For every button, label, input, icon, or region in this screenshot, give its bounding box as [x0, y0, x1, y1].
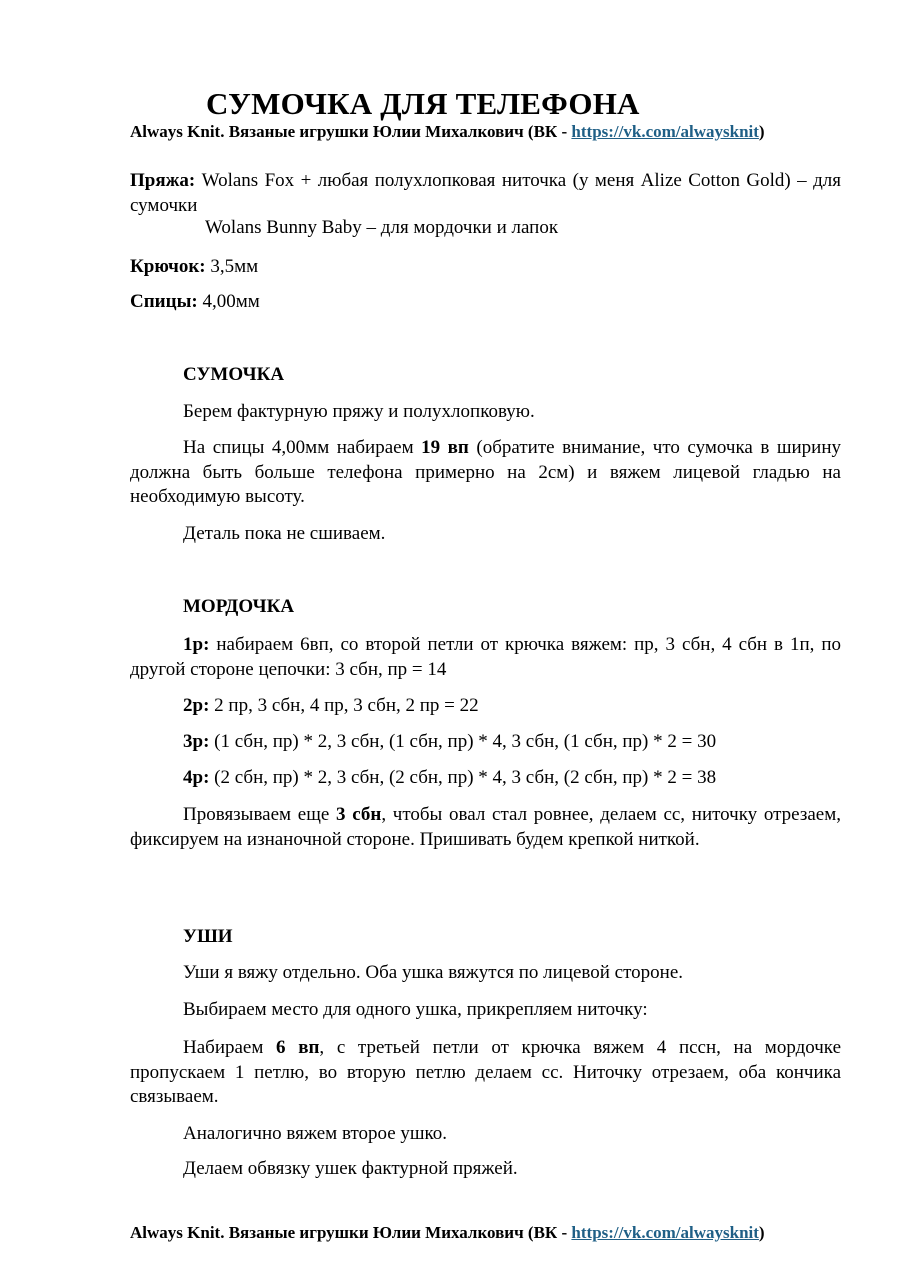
yarn-text: Wolans Fox + любая полухлопковая ниточка (у меня Alize Cotton Gold) – для сумочки — [130, 170, 841, 216]
section-heading-bag: СУМОЧКА — [183, 364, 285, 385]
byline-text: Always Knit. Вязаные игрушки Юлии Михалкович (ВК - — [130, 1223, 572, 1242]
footer-byline: Always Knit. Вязаные игрушки Юлии Михалкович (ВК - https://vk.com/alwaysknit) — [130, 1223, 765, 1242]
page-title: СУМОЧКА ДЛЯ ТЕЛЕФОНА — [206, 86, 640, 121]
muzzle-paragraph: Провязываем еще 3 сбн, чтобы овал стал ровнее, делаем сс, ниточку отрезаем, фиксируем на изнаночной стороне. Пришивать будем крепкой ниткой. — [130, 804, 841, 850]
vk-link[interactable]: https://vk.com/alwaysknit — [571, 122, 759, 141]
yarn-line — [130, 169, 841, 218]
hook-text: 3,5мм — [205, 256, 259, 277]
hook-label: Крючок: — [130, 256, 206, 277]
yarn-line-2: Wolans Bunny Baby – для мордочки и лапок — [205, 217, 559, 238]
row-label: 2р: — [183, 695, 210, 716]
ears-paragraph-2: Выбираем место для одного ушка, прикрепляем ниточку: — [183, 999, 648, 1020]
vk-link[interactable]: https://vk.com/alwaysknit — [571, 1223, 759, 1242]
muzzle-row-1: 1р: набираем 6вп, со второй петли от крючка вяжем: пр, 3 сбн, 4 сбн в 1п, по другой стороне цепочки: 3 сбн, пр = 14 — [130, 634, 841, 680]
header-byline: Always Knit. Вязаные игрушки Юлии Михалкович (ВК - https://vk.com/alwaysknit) — [130, 122, 765, 141]
ears-paragraph-5: Делаем обвязку ушек фактурной пряжей. — [183, 1158, 518, 1179]
row-label: 4р: — [183, 767, 210, 788]
bag-paragraph-3: Деталь пока не сшиваем. — [183, 523, 386, 544]
muzzle-row-4: 4р: (2 сбн, пр) * 2, 3 сбн, (2 сбн, пр) * 4, 3 сбн, (2 сбн, пр) * 2 = 38 — [183, 767, 717, 788]
bag-paragraph-1: Берем фактурную пряжу и полухлопковую. — [183, 401, 535, 422]
needles-text: 4,00мм — [197, 291, 260, 312]
muzzle-row-3: 3р: (1 сбн, пр) * 2, 3 сбн, (1 сбн, пр) * 4, 3 сбн, (1 сбн, пр) * 2 = 30 — [183, 731, 717, 752]
needles-line — [130, 290, 841, 315]
hook-line — [130, 255, 841, 280]
ears-paragraph-1: Уши я вяжу отдельно. Оба ушка вяжутся по лицевой стороне. — [183, 962, 684, 983]
section-heading-ears: УШИ — [183, 926, 233, 947]
ears-paragraph-3: Набираем 6 вп, с третьей петли от крючка вяжем 4 пссн, на мордочке пропускаем 1 петлю, во вторую петлю делаем сс. Ниточку отрезаем, оба кончика связываем. — [130, 1037, 842, 1107]
ears-paragraph-4: Аналогично вяжем второе ушко. — [183, 1123, 448, 1144]
row-label: 3р: — [183, 731, 210, 752]
bag-paragraph-2: На спицы 4,00мм набираем 19 вп (обратите внимание, что сумочка в ширину должна быть больше телефона примерно на 2см) и вяжем лицевой гладью на необходимую высоту. — [130, 437, 841, 507]
row-label: 1р: — [183, 634, 210, 655]
byline-text: Always Knit. Вязаные игрушки Юлии Михалкович (ВК - — [130, 122, 572, 141]
yarn-label: Пряжа: — [130, 170, 196, 191]
stitch-count: 19 вп — [421, 437, 469, 458]
section-heading-muzzle: МОРДОЧКА — [183, 596, 295, 617]
muzzle-row-2: 2р: 2 пр, 3 сбн, 4 пр, 3 сбн, 2 пр = 22 — [183, 695, 479, 716]
needles-label: Спицы: — [130, 291, 198, 312]
